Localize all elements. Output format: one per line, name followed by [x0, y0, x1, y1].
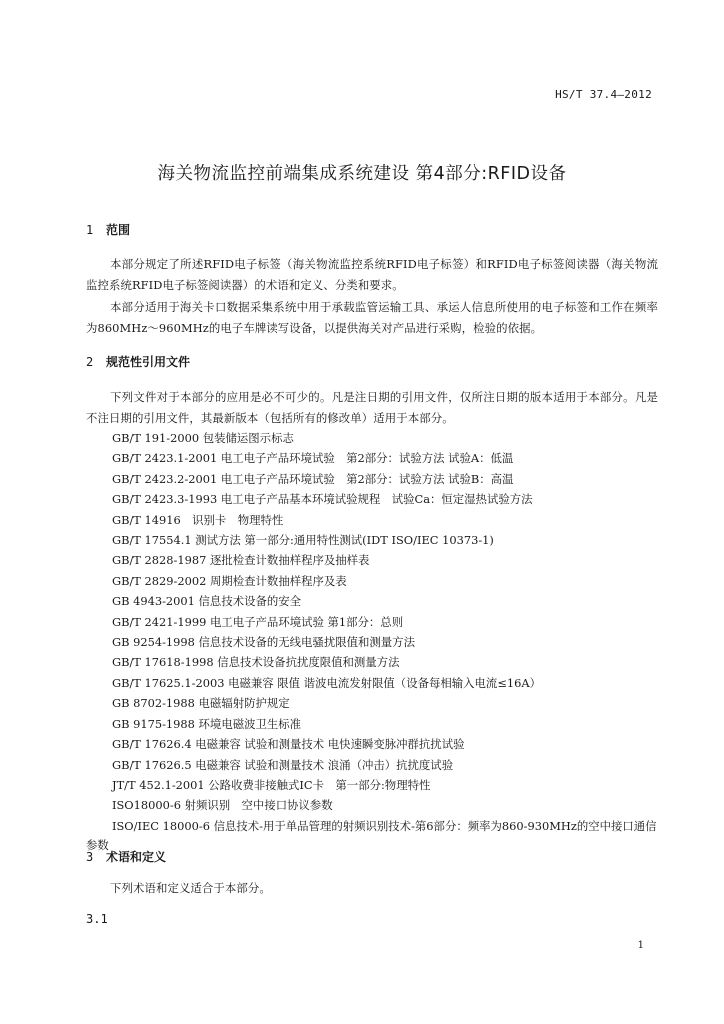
reference-item: GB/T 2828-1987 逐批检查计数抽样程序及抽样表 — [112, 553, 370, 568]
section-number: 1 — [86, 223, 94, 237]
reference-item: GB/T 2423.3-1993 电工电子产品基本环境试验规程 试验Ca：恒定湿热试验方法 — [112, 492, 533, 507]
page-number: 1 — [637, 940, 644, 951]
section-heading-normative-references — [86, 353, 190, 370]
reference-item: GB/T 17625.1-2003 电磁兼容 限值 谐波电流发射限值（设备每相输入电流≤16A） — [112, 675, 541, 690]
references-intro: 下列文件对于本部分的应用是必不可少的。凡是注日期的引用文件，仅所注日期的版本适用于本部分。凡是不注日期的引用文件，其最新版本（包括所有的修改单）适用于本部分。 — [86, 390, 658, 426]
section-number: 2 — [86, 355, 94, 369]
reference-item: GB/T 2423.2-2001 电工电子产品环境试验 第2部分：试验方法 试验B：高温 — [112, 471, 514, 486]
reference-item: GB 4943-2001 信息技术设备的安全 — [112, 594, 302, 609]
reference-item: GB/T 2423.1-2001 电工电子产品环境试验 第2部分：试验方法 试验A：低温 — [112, 451, 514, 466]
document-code: HS/T 37.4—2012 — [555, 88, 652, 101]
subsection-number: 3.1 — [86, 912, 108, 926]
section-title: 术语和定义 — [106, 850, 167, 864]
reference-item: GB/T 17626.4 电磁兼容 试验和测量技术 电快速瞬变脉冲群抗扰试验 — [112, 737, 465, 752]
section-heading-scope — [86, 221, 130, 238]
reference-item: GB 8702-1988 电磁辐射防护规定 — [112, 696, 290, 711]
reference-list — [86, 428, 658, 855]
reference-item: GB/T 191-2000 包装储运图示标志 — [112, 431, 294, 445]
reference-item: GB/T 17626.5 电磁兼容 试验和测量技术 浪涌（冲击）抗扰度试验 — [112, 757, 454, 772]
reference-item: GB/T 2829-2002 周期检查计数抽样程序及表 — [112, 573, 347, 588]
reference-item: GB/T 17618-1998 信息技术设备抗扰度限值和测量方法 — [112, 655, 400, 670]
document-title: 海关物流监控前端集成系统建设 第4部分:RFID设备 — [157, 164, 567, 184]
section-title: 范围 — [106, 223, 131, 237]
reference-item: JT/T 452.1-2001 公路收费非接触式IC卡 第一部分:物理特性 — [112, 777, 431, 792]
reference-item: GB/T 17554.1 测试方法 第一部分:通用特性测试(IDT ISO/IEC 10373-1) — [112, 533, 494, 548]
reference-item: GB/T 14916 识别卡 物理特性 — [112, 512, 284, 527]
reference-item: GB/T 2421-1999 电工电子产品环境试验 第1部分：总则 — [112, 614, 404, 629]
reference-item: ISO/IEC 18000-6 信息技术-用于单品管理的射频识别技术-第6部分：频率为860-930MHz的空中接口通信参数 — [86, 818, 657, 852]
scope-paragraph-1: 本部分规定了所述RFID电子标签（海关物流监控系统RFID电子标签）和RFID电子标签阅读器（海关物流监控系统RFID电子标签阅读器）的术语和定义、分类和要求。 — [86, 257, 658, 293]
reference-item: ISO18000-6 射频识别 空中接口协议参数 — [112, 798, 333, 813]
section-heading-terms-definitions — [86, 848, 166, 865]
reference-item: GB 9175-1988 环境电磁波卫生标准 — [112, 716, 302, 731]
terms-intro: 下列术语和定义适合于本部分。 — [110, 881, 271, 895]
section-title: 规范性引用文件 — [106, 355, 191, 369]
reference-item: GB 9254-1998 信息技术设备的无线电骚扰限值和测量方法 — [112, 635, 415, 650]
scope-paragraph-2: 本部分适用于海关卡口数据采集系统中用于承载监管运输工具、承运人信息所使用的电子标签和工作在频率为860MHz～960MHz的电子车牌读写设备，以提供海关对产品进行采购，检验的依据。 — [86, 300, 658, 336]
section-number: 3 — [86, 850, 94, 864]
